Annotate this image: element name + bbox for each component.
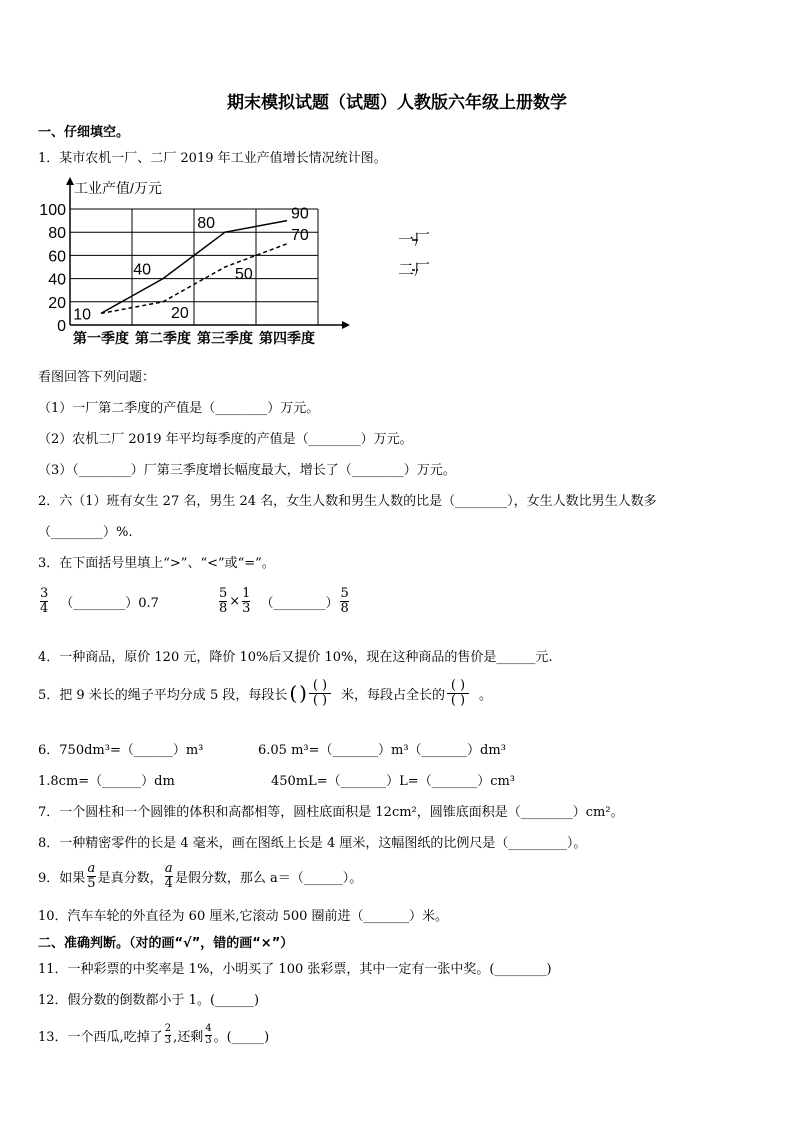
- legend-label-factory-1: 一厂: [398, 232, 431, 249]
- question-12: 12．假分数的倒数都小于 1。(______): [38, 993, 260, 1008]
- page-title: 期末模拟试题（试题）人教版六年级上册数学: [227, 93, 567, 113]
- x-tick-label: 第二季度: [135, 330, 191, 346]
- question-6-c: 1.8cm=（______）dm: [38, 774, 175, 789]
- question-9-text-c: 是假分数，那么 a＝（______）。: [174, 870, 363, 886]
- question-9: [38, 862, 362, 890]
- question-3: 3．在下面括号里填上“>”、“<”或“=”。: [38, 556, 275, 571]
- line-chart: [30, 175, 450, 350]
- question-7: 7．一个圆柱和一个圆锥的体积和高都相等，圆柱底面积是 12cm²，圆锥底面积是（________）cm²。: [38, 805, 624, 820]
- section-2-heading: 二、准确判断。（对的画“√”，错的画“×”）: [38, 936, 294, 951]
- question-2-continued: （________）%.: [38, 525, 133, 540]
- fraction-3-4: $\frac{3}{4}$: [40, 586, 49, 616]
- fraction-5-8: $\frac{5}{8}$: [218, 586, 228, 616]
- question-5-end: 。: [478, 687, 492, 703]
- question-13-text-c: 。(_____): [213, 1029, 270, 1045]
- question-9-text-b: 是真分数，: [97, 870, 163, 886]
- data-label: 90: [291, 205, 309, 223]
- question-2: 2．六（1）班有女生 27 名，男生 24 名，女生人数和男生人数的比是（________），女生人数比男生人数多: [38, 494, 657, 509]
- data-label: 50: [235, 266, 253, 283]
- fraction-5-8-b: $\frac{5}{8}$: [340, 586, 349, 616]
- x-tick-label: 第一季度: [73, 330, 129, 346]
- question-13: [38, 1024, 269, 1046]
- x-tick-label: 第三季度: [197, 330, 253, 346]
- question-1-1: （1）一厂第二季度的产值是（________）万元。: [38, 401, 320, 416]
- y-tick-label: 40: [48, 271, 66, 289]
- question-4: 4．一种商品，原价 120 元，降价 10%后又提价 10%，现在这种商品的售价是______元.: [38, 650, 553, 665]
- question-1-2: （2）农机二厂 2019 年平均每季度的产值是（________）万元。: [38, 432, 413, 447]
- x-tick-label: 第四季度: [259, 330, 315, 346]
- mixed-number-blank: ( ) ( ) ( ): [289, 679, 331, 707]
- data-label: 10: [73, 306, 91, 324]
- question-1-3: （3）（________）厂第三季度增长幅度最大，增长了（________）万元。: [38, 463, 456, 478]
- y-tick-label: 20: [48, 294, 66, 312]
- question-8: 8．一种精密零件的长是 4 毫米，画在图纸上长是 4 厘米，这幅图纸的比例尺是（_________）。: [38, 836, 587, 851]
- legend-label-factory-2: 二厂: [398, 262, 431, 279]
- question-5-text-a: 5．把 9 米长的绳子平均分成 5 段，每段长: [38, 687, 288, 703]
- question-10: 10．汽车车轮的外直径为 60 厘米,它滚动 500 圈前进（_______）米。: [38, 909, 449, 924]
- data-label: 20: [171, 304, 189, 322]
- data-label: 70: [291, 226, 309, 244]
- x-axis-arrow: [342, 321, 350, 329]
- fraction-a-5: $\frac{a}{5}$: [87, 861, 96, 891]
- y-tick-label: 60: [48, 248, 66, 266]
- question-6-d: 450mL=（_______）L=（_______）cm³: [271, 774, 516, 789]
- fraction-blank: $\frac{( )}{( )}$: [447, 679, 469, 707]
- section-1-heading: 一、仔细填空。: [38, 125, 130, 140]
- fraction-2-3: $\frac{2}{3}$: [164, 1023, 172, 1046]
- question-6-a: 6．750dm³=（______）m³: [38, 743, 204, 758]
- y-tick-label: 80: [48, 225, 66, 243]
- question-6-b: 6.05 m³=（_______）m³（_______）dm³: [258, 743, 506, 758]
- question-9-text-a: 9．如果: [38, 870, 86, 886]
- question-5: [38, 679, 492, 707]
- y-tick-label: 0: [57, 318, 66, 335]
- fraction-1-3: $\frac{1}{3}$: [242, 586, 251, 616]
- y-axis-arrow: [66, 177, 74, 185]
- data-label: 80: [197, 215, 215, 233]
- y-axis-label: 工业产值/万元: [74, 180, 162, 196]
- question-5-text-b: 米，每段占全长的: [340, 687, 445, 703]
- question-1-prompt: 看图回答下列问题：: [38, 370, 156, 385]
- question-1: 1．某市农机一厂、二厂 2019 年工业产值增长情况统计图。: [38, 151, 387, 166]
- question-3-row: [38, 587, 351, 615]
- times-sign: ×: [229, 593, 241, 609]
- question-13-text-a: 13．一个西瓜,吃掉了: [38, 1029, 163, 1045]
- fraction-a-4: $\frac{a}{4}$: [164, 861, 173, 891]
- y-tick-label: 100: [39, 202, 66, 219]
- question-13-text-b: ,还剩: [173, 1029, 204, 1045]
- data-label: 40: [133, 261, 151, 279]
- compare-blank-1: （________）0.7: [60, 595, 159, 611]
- fraction-4-3: $\frac{4}{3}$: [205, 1023, 212, 1046]
- compare-blank-2: （________）: [260, 595, 339, 611]
- question-11: 11．一种彩票的中奖率是 1%，小明买了 100 张彩票，其中一定有一张中奖。(________): [38, 962, 552, 977]
